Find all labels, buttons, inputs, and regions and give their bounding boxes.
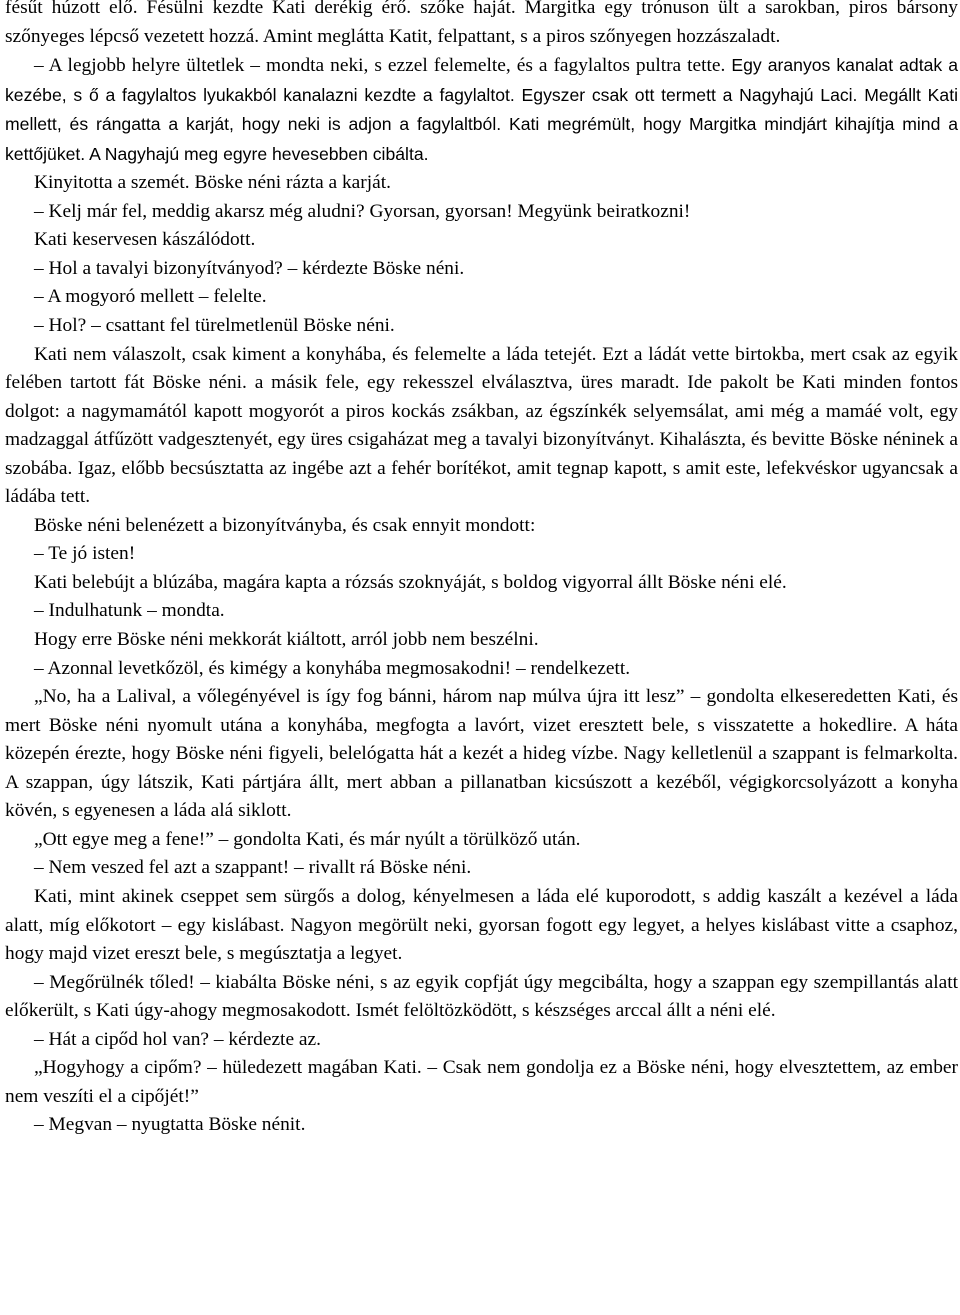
dialogue-line: – Megőrülnék tőled! – kiabálta Böske néni, s az egyik copfját úgy megcibálta, hogy a szappan egy szempillantás alatt előkerült, s Kati úgy-ahogy megmosakodott. Ismét felöltözködött, s készséges arccal állt a néni elé.: [5, 971, 958, 1022]
dialogue-line: – Hol? – csattant fel türelmetlenül Böske néni.: [34, 315, 395, 337]
paragraph: Kati, mint akinek cseppet sem sürgős a dolog, kényelmesen a láda elé kuporodott, s addig kaszált a kezével a láda alatt, míg előkotort – egy kislábast. Nagyon megörült neki, gyorsan fogott egy legyet, a helyes kislábast vitte a csaphoz, hogy majd vizet ereszt bele, s megúsztatja a legyet.: [5, 885, 958, 965]
paragraph: Kati belebújt a blúzába, magára kapta a rózsás szoknyáját, s boldog vigyorral állt Böske néni elé.: [34, 571, 787, 593]
paragraph-text: – A legjobb helyre ültetlek – mondta neki, s ezzel felemelte, és a fagylaltos pultra tette.: [34, 55, 732, 77]
paragraph: Kinyitotta a szemét. Böske néni rázta a karját.: [34, 172, 391, 194]
paragraph: Böske néni belenézett a bizonyítványba, és csak ennyit mondott:: [34, 514, 536, 536]
paragraph: [5, 51, 958, 169]
dialogue-line: – Hol a tavalyi bizonyítványod? – kérdezte Böske néni.: [34, 257, 465, 279]
dialogue-line: – Te jó isten!: [34, 543, 136, 565]
paragraph: „Ott egye meg a fene!” – gondolta Kati, és már nyúlt a törülköző után.: [34, 828, 581, 850]
dialogue-line: – A mogyoró mellett – felelte.: [34, 286, 267, 308]
dialogue-line: – Indulhatunk – mondta.: [34, 600, 225, 622]
dialogue-line: – Hát a cipőd hol van? – kérdezte az.: [34, 1028, 321, 1050]
dialogue-line: – Megvan – nyugtatta Böske nénit.: [34, 1114, 306, 1136]
paragraph: fésűt húzott elő. Fésülni kezdte Kati derékig érő. szőke haját. Margitka egy trónuson ült a sarokban, piros bársony szőnyeges lépcső vezetett hozzá. Amint meglátta Katit, felpattant, s a piros szőnyegen hozzászaladt.: [5, 0, 958, 47]
dialogue-line: – Azonnal levetkőzöl, és kimégy a konyhába megmosakodni! – rendelkezett.: [34, 657, 631, 679]
dialogue-line: – Nem veszed fel azt a szappant! – rivallt rá Böske néni.: [34, 857, 472, 879]
paragraph: „No, ha a Lalival, a vőlegényével is így fog bánni, három nap múlva újra itt lesz” – gondolta elkeseredetten Kati, és mert Böske néni nyomult utána a konyhába, megfogta a lavórt, vizet eresztett bele, s visszatette a hokedlire. A háta közepén érezte, hogy Böske néni figyeli, belelógatta hát a kezét a hideg vízbe. Nagy kelletlenül a szappant is felmarkolta. A szappan, úgy látszik, Kati pártjára állt, mert abban a pillanatban kicsúszott a kezéből, végigkorcsolyázott a konyha kövén, s egyenesen a láda alá siklott.: [5, 686, 958, 822]
paragraph: „Hogyhogy a cipőm? – hüledezett magában Kati. – Csak nem gondolja ez a Böske néni, hogy elvesztettem, az ember nem veszíti el a cipőjét!”: [5, 1057, 958, 1107]
paragraph: Kati nem válaszolt, csak kiment a konyhába, és felemelte a láda tetejét. Ezt a ládát vette birtokba, mert csak az egyik felében tartott fát Böske néni. a másik fele, egy rekesszel elválasztva, üres maradt. Ide pakolt be Kati minden fontos dolgot: a nagymamától kapott mogyorót a piros kockás zsákban, az égszínkék selyemsálat, ami még a mamáé volt, egy madzaggal átfűzött vadgesztenyét, egy üres csigaházat meg a tavalyi bizonyítványt. Kihalászta, és bevitte Böske néninek a szobába. Igaz, előbb becsúsztatta az ingébe azt a fehér borítékot, amit tegnap kapott, s amit este, lefekvéskor ugyancsak a ládába tett.: [5, 343, 958, 508]
paragraph: Hogy erre Böske néni mekkorát kiáltott, arról jobb nem beszélni.: [34, 629, 539, 651]
paragraph-text-sans: Egy aranyos kanalat adtak a kezébe, s ő a fagylaltos lyukakból kanalazni kezdte a fagylaltot. Egyszer csak ott termett a Nagyhajú Laci. Megállt Kati mellett, és rángatta a karját, hogy neki is adjon a fagylaltból. Kati megrémült, hogy Margitka mindjárt kihajítja mind a kettőjüket. A Nagyhajú meg egyre hevesebben cibálta.: [5, 55, 958, 164]
dialogue-line: – Kelj már fel, meddig akarsz még aludni? Gyorsan, gyorsan! Megyünk beiratkozni!: [34, 200, 691, 222]
paragraph: Kati keservesen kászálódott.: [34, 229, 256, 251]
